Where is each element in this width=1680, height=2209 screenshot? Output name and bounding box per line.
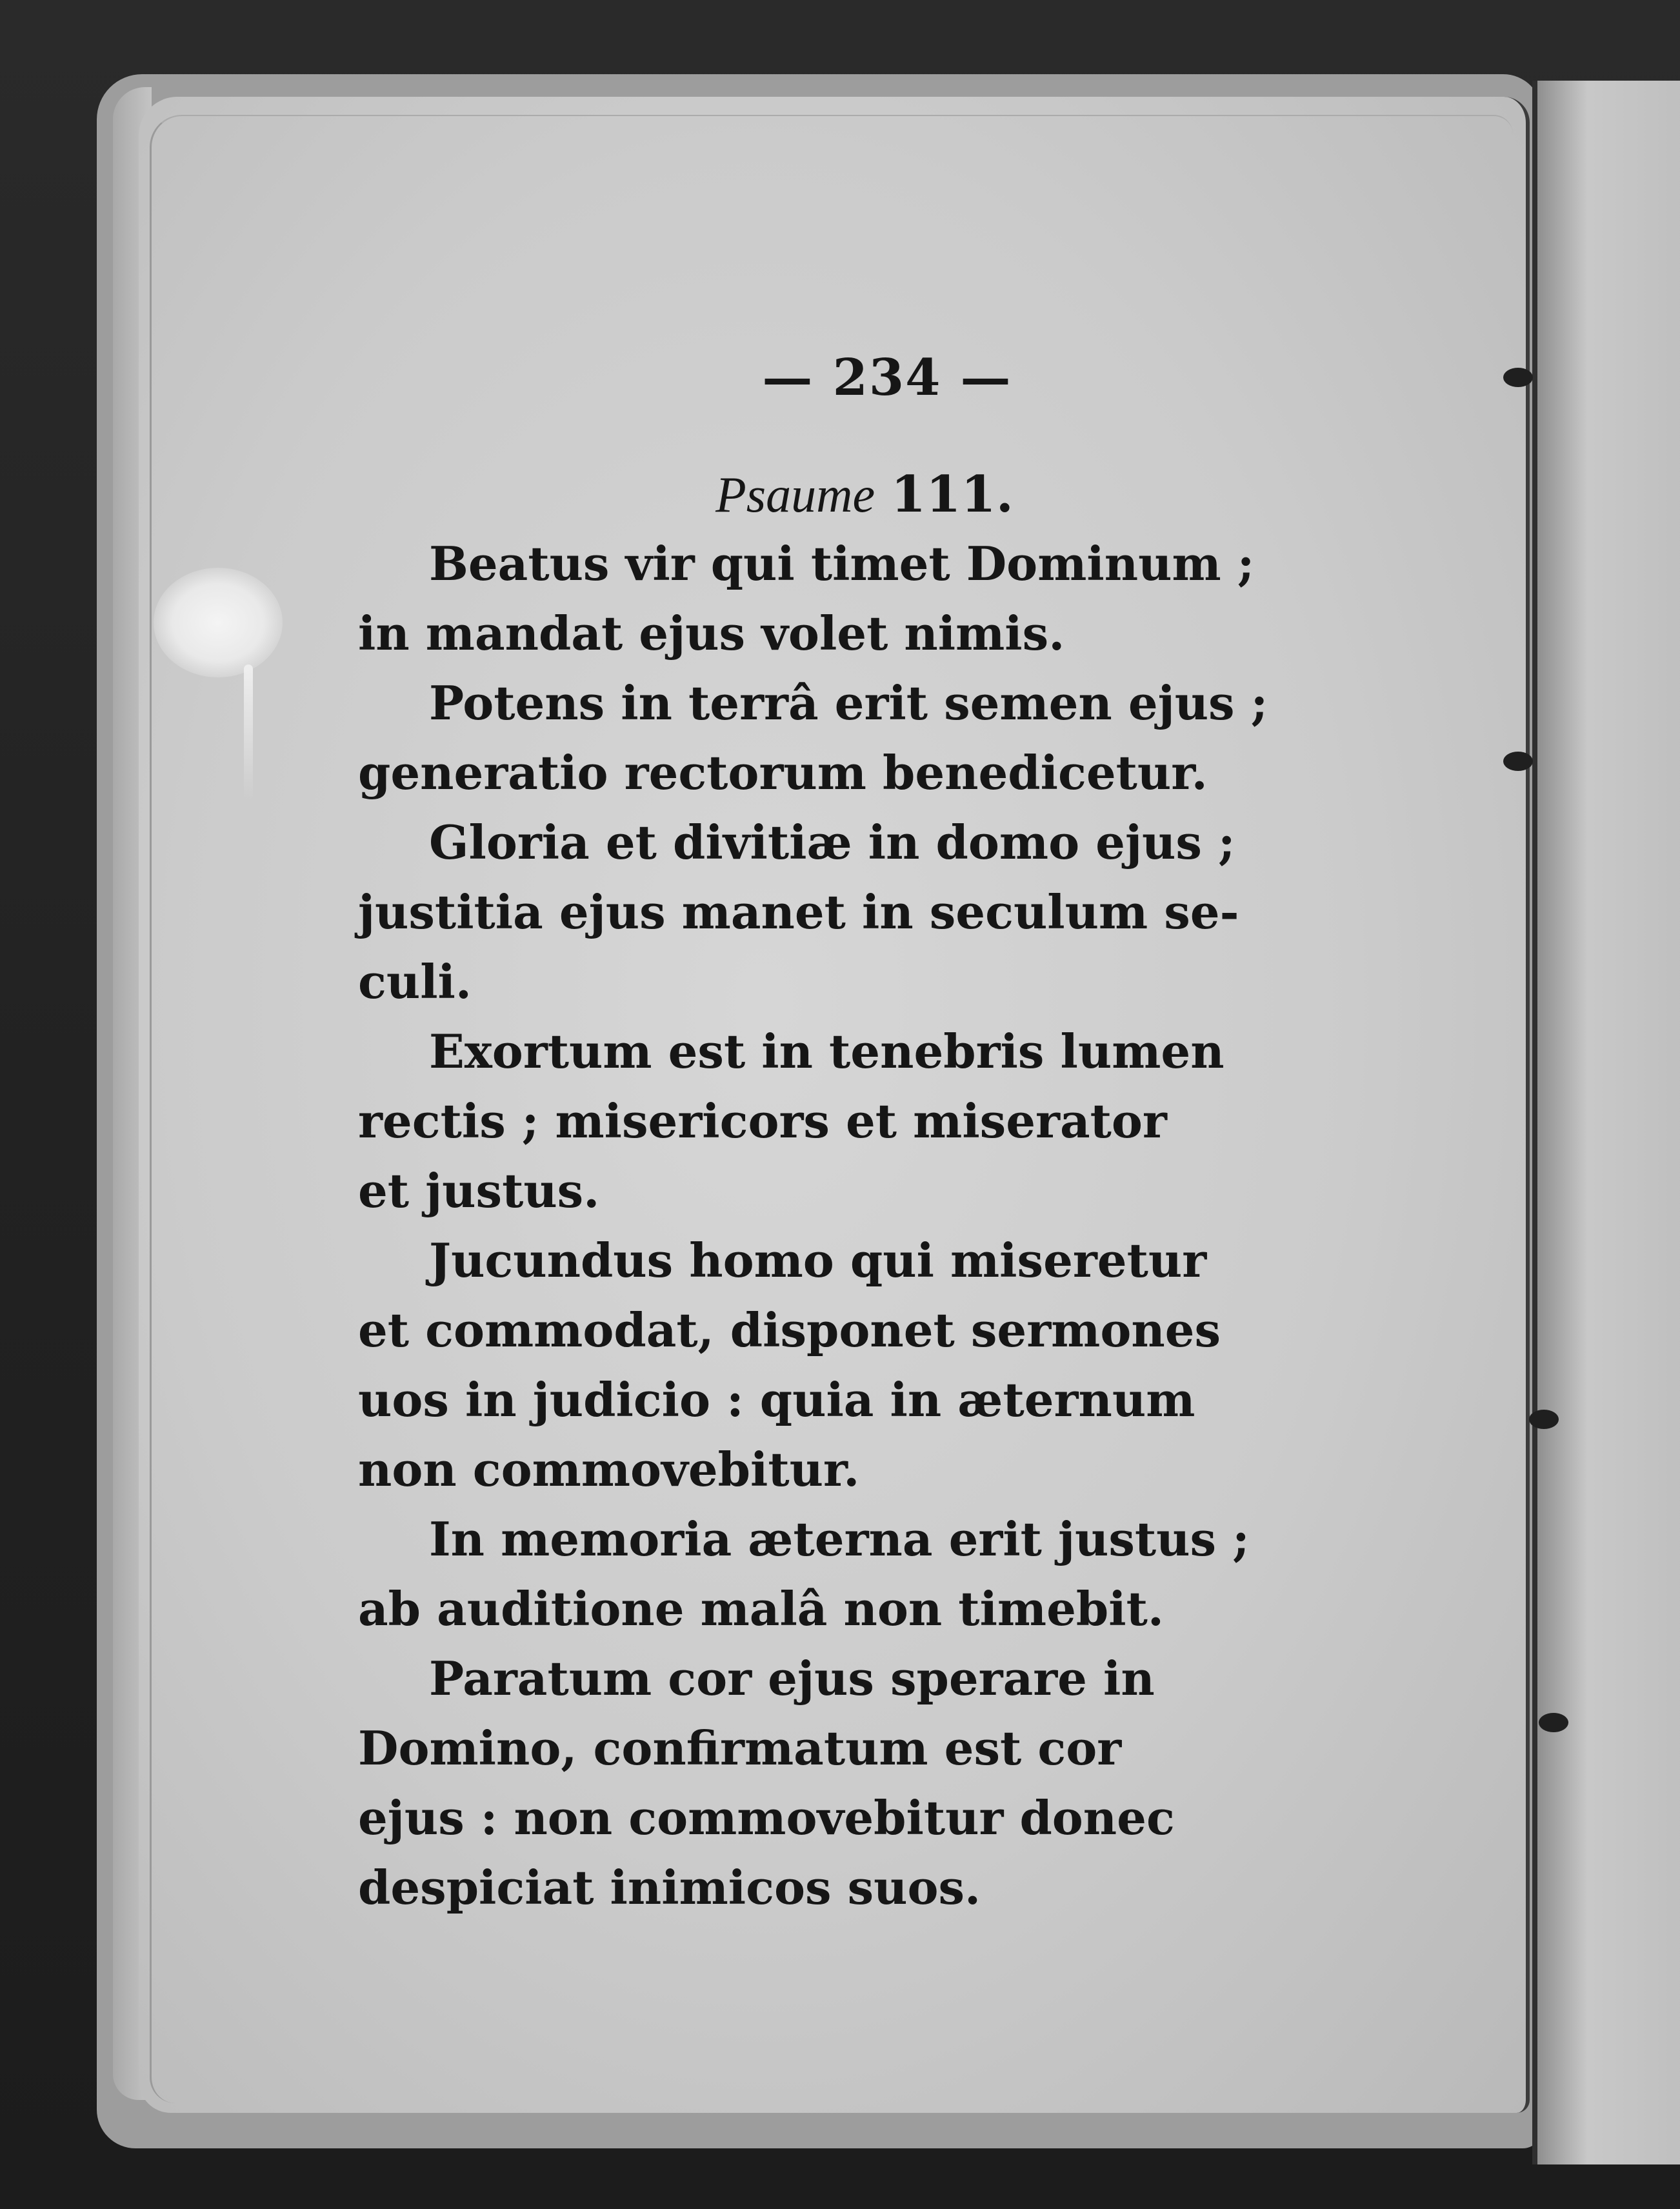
psalm-title-word: Psaume (715, 466, 875, 523)
psalm-title-number: 111. (890, 465, 1014, 524)
verse-6: In memoria æterna erit justus ; ab auditione malâ non timebit. (358, 1512, 1250, 1636)
binding-stitch (1539, 1713, 1568, 1732)
binding-stitch (1503, 368, 1533, 387)
page-number: — 234 — (762, 348, 1012, 407)
verse-1: Beatus vir qui timet Dominum ; in mandat ejus volet nimis. (358, 536, 1255, 661)
facing-page-edge (1532, 81, 1680, 2164)
binding-stitch (1503, 752, 1533, 771)
psalm-title (358, 465, 1339, 524)
verse-7: Paratum cor ejus sperare in Domino, confirmatum est cor ejus : non commovebitur donec despiciat inimicos suos. (358, 1651, 1175, 1915)
binding-stitch (1529, 1410, 1559, 1429)
page-text (358, 348, 1339, 1923)
verse-5: Jucundus homo qui miseretur et commodat, disponet sermones uos in judicio : quia in æternum non commovebitur. (358, 1233, 1221, 1497)
paper-damage-thread (244, 665, 253, 800)
verse-2: Potens in terrâ erit semen ejus ; generatio rectorum benedicetur. (358, 675, 1268, 800)
paper-damage-spot (154, 568, 283, 677)
verse-3: Gloria et divitiæ in domo ejus ; justitia ejus manet in seculum se- culi. (358, 815, 1239, 1009)
verse-4: Exortum est in tenebris lumen rectis ; misericors et miserator et justus. (358, 1024, 1225, 1218)
